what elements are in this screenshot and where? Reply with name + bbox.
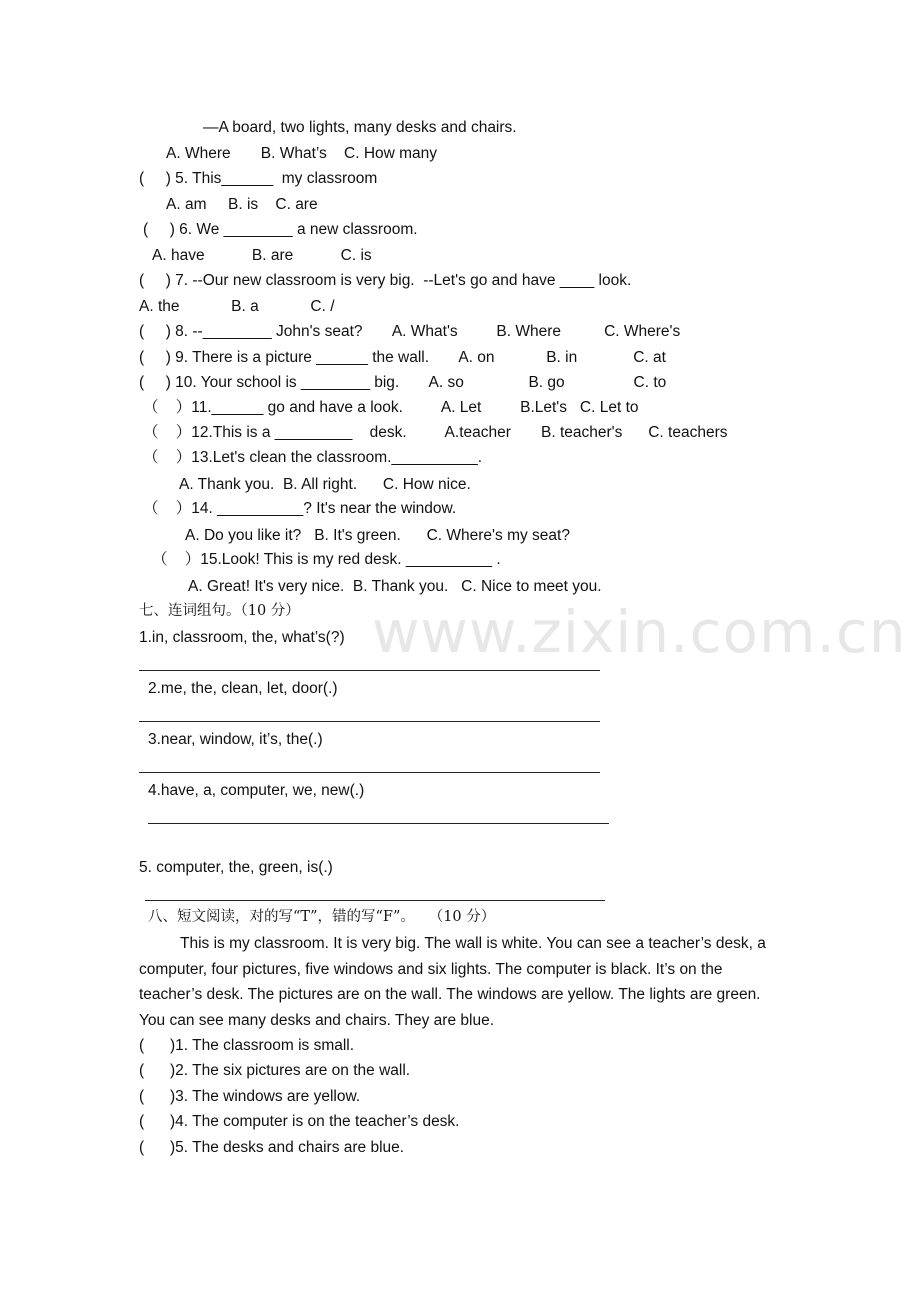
question-15-options: A. Great! It's very nice. B. Thank you. C. Nice to meet you. (188, 578, 602, 595)
question-10: ( ) 10. Your school is ________ big. A. so B. go C. to (139, 374, 667, 391)
answer-line-3[interactable] (139, 772, 600, 773)
section-7-heading: 七、连词组句。（10 分） (139, 603, 300, 619)
watermark: www.zixin.com.cn (372, 598, 907, 666)
question-4-options: A. Where B. What’s C. How many (166, 145, 438, 162)
true-false-item-2: ( )2. The six pictures are on the wall. (139, 1062, 411, 1079)
question-11: （ ）11.______ go and have a look. A. Let B.Let's C. Let to (143, 399, 639, 416)
true-false-item-1: ( )1. The classroom is small. (139, 1037, 355, 1054)
question-13: （ ）13.Let's clean the classroom.__________. (143, 449, 482, 466)
question-5-options: A. am B. is C. are (166, 196, 318, 213)
true-false-item-5: ( )5. The desks and chairs are blue. (139, 1139, 405, 1156)
reading-passage: This is my classroom. It is very big. The wall is white. You can see a teacher’s desk, a computer, four pictures, five windows and six lights. The computer is black. It’s on the teacher’s desk. The pictures are on the wall. The windows are yellow. The lights are green. You can see many desks and chairs. They are blue. (139, 935, 766, 1029)
question-14: （ ）14. __________? It's near the window. (143, 500, 457, 517)
true-false-item-4: ( )4. The computer is on the teacher’s desk. (139, 1113, 460, 1130)
sentence-item-1: 1.in, classroom, the, what’s(?) (139, 629, 345, 646)
question-13-options: A. Thank you. B. All right. C. How nice. (179, 476, 471, 493)
sentence-item-5: 5. computer, the, green, is(.) (139, 859, 333, 876)
true-false-item-3: ( )3. The windows are yellow. (139, 1088, 361, 1105)
sentence-item-3: 3.near, window, it’s, the(.) (148, 731, 323, 748)
answer-line-5[interactable] (145, 900, 605, 901)
section-8-heading: 八、短文阅读，对的写“T”，错的写“F”。 （10 分） (148, 909, 496, 925)
answer-line-1[interactable] (139, 670, 600, 671)
question-7-options: A. the B. a C. / (139, 298, 335, 315)
question-4-answer: —A board, two lights, many desks and chairs. (203, 119, 517, 136)
question-8: ( ) 8. --________ John's seat? A. What's B. Where C. Where's (139, 323, 681, 340)
answer-line-4[interactable] (148, 823, 609, 824)
question-12: （ ）12.This is a _________ desk. A.teacher B. teacher's C. teachers (143, 424, 728, 441)
answer-line-2[interactable] (139, 721, 600, 722)
question-5: ( ) 5. This______ my classroom (139, 170, 378, 187)
question-15: （ ）15.Look! This is my red desk. __________ . (152, 551, 501, 568)
question-7: ( ) 7. --Our new classroom is very big. --Let's go and have ____ look. (139, 272, 632, 289)
question-14-options: A. Do you like it? B. It's green. C. Where's my seat? (185, 527, 570, 544)
question-9: ( ) 9. There is a picture ______ the wall. A. on B. in C. at (139, 349, 666, 366)
question-6-options: A. have B. are C. is (152, 247, 372, 264)
question-6: ( ) 6. We ________ a new classroom. (143, 221, 418, 238)
sentence-item-2: 2.me, the, clean, let, door(.) (148, 680, 338, 697)
sentence-item-4: 4.have, a, computer, we, new(.) (148, 782, 365, 799)
